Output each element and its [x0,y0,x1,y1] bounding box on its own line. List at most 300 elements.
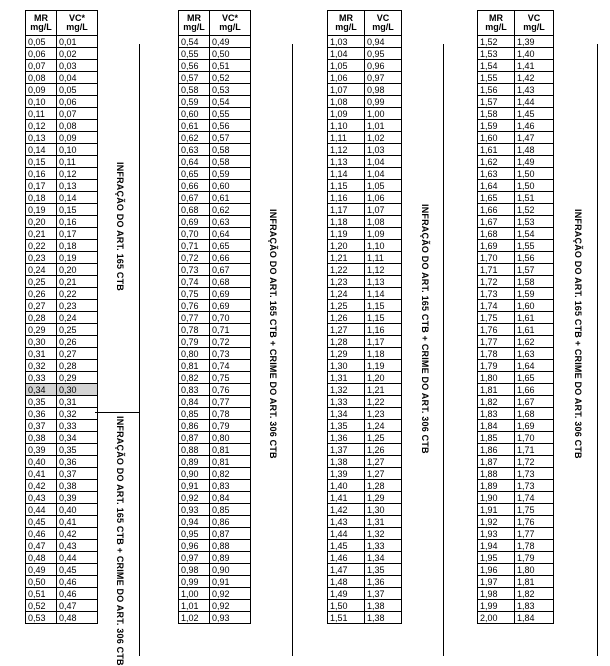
mr-value: 0,90 [179,468,210,480]
mr-value: 1,66 [478,204,515,216]
mr-value: 1,70 [478,252,515,264]
mr-value: 0,85 [179,408,210,420]
vc-value: 1,55 [515,240,554,252]
mr-value: 1,68 [478,228,515,240]
table-row [26,552,98,564]
table-row [478,120,554,132]
vc-value: 1,56 [515,252,554,264]
vc-value: 0,64 [210,228,251,240]
mr-value: 1,07 [328,84,365,96]
table-row [26,228,98,240]
mr-value: 1,67 [478,216,515,228]
table-row [179,600,251,612]
vc-value: 0,99 [365,96,402,108]
table-row [179,288,251,300]
table-row [478,360,554,372]
table-row [328,348,402,360]
mr-value: 0,29 [26,324,57,336]
vc-value: 0,71 [210,324,251,336]
vc-value: 1,71 [515,444,554,456]
table-row [26,504,98,516]
mr-value: 1,83 [478,408,515,420]
vc-value: 0,12 [57,168,98,180]
vc-value: 1,81 [515,576,554,588]
mr-value: 0,33 [26,372,57,384]
table-row [478,36,554,48]
table-row [328,240,402,252]
mr-value: 1,04 [328,48,365,60]
table-row [26,60,98,72]
vc-value: 1,49 [515,156,554,168]
mr-value: 0,68 [179,204,210,216]
mr-value: 0,91 [179,480,210,492]
mr-value: 1,24 [328,288,365,300]
mr-value: 1,14 [328,168,365,180]
vc-value: 1,83 [515,600,554,612]
vc-value: 0,67 [210,264,251,276]
table-row [478,72,554,84]
vc-value: 1,64 [515,360,554,372]
mr-value: 1,61 [478,144,515,156]
vc-value: 0,88 [210,540,251,552]
vc-value: 0,35 [57,444,98,456]
table-row [26,444,98,456]
mr-value: 0,60 [179,108,210,120]
vc-value: 0,44 [57,552,98,564]
table-row [26,264,98,276]
mr-value: 1,15 [328,180,365,192]
mr-value: 0,78 [179,324,210,336]
table-row [478,240,554,252]
vc-value: 0,74 [210,360,251,372]
table-panel-4 [477,10,583,624]
mr-value: 0,69 [179,216,210,228]
mr-value: 0,44 [26,504,57,516]
mr-value: 0,86 [179,420,210,432]
mr-value: 0,09 [26,84,57,96]
vc-value: 0,05 [57,84,98,96]
vc-value: 0,86 [210,516,251,528]
vc-value: 0,80 [210,432,251,444]
mr-value: 0,35 [26,396,57,408]
vc-value: 1,37 [365,588,402,600]
mr-value: 1,22 [328,264,365,276]
table-row [478,504,554,516]
mr-value: 1,29 [328,348,365,360]
table-row [179,468,251,480]
mr-value: 1,84 [478,420,515,432]
table-row [26,336,98,348]
vc-value: 1,31 [365,516,402,528]
table-row [26,480,98,492]
table-row [328,216,402,228]
mr-value: 1,69 [478,240,515,252]
mr-value: 1,48 [328,576,365,588]
vc-value: 0,91 [210,576,251,588]
mr-value: 0,23 [26,252,57,264]
mr-value: 0,21 [26,228,57,240]
vc-value: 1,52 [515,204,554,216]
vc-value: 0,02 [57,48,98,60]
vc-header: VC mg/L [365,11,402,36]
table-row [26,72,98,84]
vc-value: 0,81 [210,444,251,456]
table-row [26,192,98,204]
mr-value: 0,26 [26,288,57,300]
vc-value: 1,53 [515,216,554,228]
mr-value: 0,47 [26,540,57,552]
vc-value: 1,14 [365,288,402,300]
mr-value: 1,71 [478,264,515,276]
table-row [328,84,402,96]
mr-value: 0,89 [179,456,210,468]
vc-value: 0,27 [57,348,98,360]
mr-value: 1,27 [328,324,365,336]
mr-value: 0,39 [26,444,57,456]
vc-value: 0,21 [57,276,98,288]
vc-value: 0,34 [57,432,98,444]
table-row [478,324,554,336]
vc-value: 1,29 [365,492,402,504]
vc-value: 0,81 [210,456,251,468]
vc-value: 0,11 [57,156,98,168]
table-row [26,36,98,48]
table-row [179,540,251,552]
table-row [26,204,98,216]
vc-value: 1,23 [365,408,402,420]
table-row [179,276,251,288]
vc-value: 0,72 [210,336,251,348]
vc-value: 1,51 [515,192,554,204]
mr-value: 0,53 [26,612,57,624]
table-row [179,504,251,516]
vc-value: 1,12 [365,264,402,276]
table-row [328,384,402,396]
table-row [179,300,251,312]
mr-value: 0,30 [26,336,57,348]
table-row [328,276,402,288]
vc-value: 0,37 [57,468,98,480]
mr-value: 0,56 [179,60,210,72]
table-row [328,48,402,60]
mr-value: 0,46 [26,528,57,540]
vc-value: 0,65 [210,240,251,252]
mr-value: 0,65 [179,168,210,180]
vc-value: 0,19 [57,252,98,264]
mr-value: 1,90 [478,492,515,504]
vc-value: 1,26 [365,444,402,456]
vc-value: 1,08 [365,216,402,228]
mr-value: 0,15 [26,156,57,168]
vc-value: 1,73 [515,468,554,480]
vc-value: 0,01 [57,36,98,48]
vc-value: 1,02 [365,132,402,144]
mr-value: 0,52 [26,600,57,612]
mr-value: 0,25 [26,276,57,288]
vc-value: 1,03 [365,144,402,156]
mr-value: 0,55 [179,48,210,60]
mr-value: 1,60 [478,132,515,144]
table-row [179,132,251,144]
mr-value: 1,63 [478,168,515,180]
table-row [478,264,554,276]
mr-value: 1,32 [328,384,365,396]
mr-value: 1,74 [478,300,515,312]
mr-value: 0,92 [179,492,210,504]
vc-value: 0,42 [57,528,98,540]
table-row [26,576,98,588]
table-row [478,612,554,624]
infraction-label-art165-crime306: INFRAÇÃO DO ART. 165 CTB + CRIME DO ART. 306 CTB [268,209,278,459]
vc-value: 1,73 [515,480,554,492]
table-row [328,528,402,540]
table-row [478,348,554,360]
vc-value: 1,82 [515,588,554,600]
mr-value: 0,84 [179,396,210,408]
table-row [328,96,402,108]
mr-value: 0,48 [26,552,57,564]
vc-value: 0,40 [57,504,98,516]
mr-value: 1,62 [478,156,515,168]
table-row [26,84,98,96]
mr-value: 1,94 [478,540,515,552]
mr-value: 0,98 [179,564,210,576]
mr-value: 0,66 [179,180,210,192]
table-row [26,180,98,192]
mr-value: 1,96 [478,564,515,576]
vc-value: 1,11 [365,252,402,264]
mr-value: 1,93 [478,528,515,540]
table-row [328,432,402,444]
table-row [179,144,251,156]
mr-value: 1,28 [328,336,365,348]
mr-value: 1,47 [328,564,365,576]
vc-value: 1,01 [365,120,402,132]
mr-value: 1,38 [328,456,365,468]
mr-value: 1,91 [478,504,515,516]
mr-value: 0,79 [179,336,210,348]
vc-value: 0,98 [365,84,402,96]
mr-value: 0,16 [26,168,57,180]
table-row [478,192,554,204]
table-row [179,72,251,84]
table-row [179,516,251,528]
mr-value: 1,82 [478,396,515,408]
vc-value: 0,92 [210,600,251,612]
table-row [26,360,98,372]
mr-value: 1,19 [328,228,365,240]
vc-value: 0,39 [57,492,98,504]
vc-value: 0,24 [57,312,98,324]
vc-value: 1,39 [515,36,554,48]
vc-value: 1,54 [515,228,554,240]
vc-value: 1,07 [365,204,402,216]
vc-value: 1,18 [365,348,402,360]
vc-value: 1,44 [515,96,554,108]
conversion-table-4 [477,10,554,624]
table-row [478,336,554,348]
table-row [328,480,402,492]
table-row [328,420,402,432]
mr-value: 0,18 [26,192,57,204]
mr-value: 1,43 [328,516,365,528]
mr-value: 1,16 [328,192,365,204]
table-row [328,36,402,48]
infraction-side-box-4 [553,44,598,656]
vc-value: 0,75 [210,372,251,384]
mr-value: 0,27 [26,300,57,312]
mr-value: 1,18 [328,216,365,228]
vc-value: 1,09 [365,228,402,240]
mr-value: 0,05 [26,36,57,48]
table-row [478,408,554,420]
vc-value: 1,13 [365,276,402,288]
table-row [328,264,402,276]
vc-value: 1,41 [515,60,554,72]
vc-value: 0,89 [210,552,251,564]
mr-value: 0,08 [26,72,57,84]
mr-value: 1,36 [328,432,365,444]
infraction-side-box-1 [95,44,140,666]
vc-value: 1,32 [365,528,402,540]
table-row [478,156,554,168]
mr-value: 1,49 [328,588,365,600]
vc-value: 0,84 [210,492,251,504]
table-row [26,396,98,408]
vc-value: 1,27 [365,468,402,480]
table-row [179,48,251,60]
vc-value: 0,59 [210,168,251,180]
table-row [328,108,402,120]
table-row [179,564,251,576]
mr-value: 1,31 [328,372,365,384]
mr-value: 0,19 [26,204,57,216]
table-row [328,180,402,192]
mr-value: 1,11 [328,132,365,144]
vc-value: 0,20 [57,264,98,276]
vc-value: 1,15 [365,312,402,324]
mr-value: 1,65 [478,192,515,204]
vc-value: 0,16 [57,216,98,228]
vc-value: 0,62 [210,204,251,216]
table-row [478,288,554,300]
table-row [478,168,554,180]
vc-value: 0,09 [57,132,98,144]
mr-value: 1,34 [328,408,365,420]
vc-header: VC* mg/L [210,11,251,36]
mr-value: 0,80 [179,348,210,360]
table-row [179,240,251,252]
mr-value: 1,03 [328,36,365,48]
mr-value: 0,73 [179,264,210,276]
mr-value: 1,39 [328,468,365,480]
infraction-side-box-3 [401,44,444,656]
vc-value: 0,60 [210,180,251,192]
table-row [328,396,402,408]
table-row [179,396,251,408]
table-row [478,468,554,480]
vc-value: 0,77 [210,396,251,408]
table-row [179,552,251,564]
vc-value: 0,06 [57,96,98,108]
mr-value: 1,30 [328,360,365,372]
table-row [179,36,251,48]
vc-value: 1,38 [365,612,402,624]
mr-value: 0,81 [179,360,210,372]
vc-value: 0,48 [57,612,98,624]
table-panel-2 [178,10,278,624]
mr-value: 1,97 [478,576,515,588]
table-row [478,204,554,216]
table-row [26,420,98,432]
mr-value: 1,13 [328,156,365,168]
table-row [478,312,554,324]
table-row [26,600,98,612]
mr-header: MR mg/L [328,11,365,36]
table-row [26,348,98,360]
vc-value: 1,76 [515,516,554,528]
vc-value: 0,93 [210,612,251,624]
vc-value: 0,31 [57,396,98,408]
vc-value: 1,15 [365,300,402,312]
vc-value: 0,46 [57,588,98,600]
mr-value: 1,88 [478,468,515,480]
table-row [26,288,98,300]
vc-value: 0,95 [365,48,402,60]
vc-value: 0,08 [57,120,98,132]
vc-value: 1,58 [515,276,554,288]
mr-value: 0,64 [179,156,210,168]
table-row [26,48,98,60]
mr-value: 0,12 [26,120,57,132]
table-row [179,492,251,504]
vc-value: 1,28 [365,480,402,492]
vc-value: 0,33 [57,420,98,432]
vc-header: VC* mg/L [57,11,98,36]
table-row [179,228,251,240]
table-row [26,516,98,528]
mr-value: 1,89 [478,480,515,492]
vc-value: 0,53 [210,84,251,96]
mr-value: 1,42 [328,504,365,516]
vc-value: 1,45 [515,108,554,120]
vc-header: VC mg/L [515,11,554,36]
mr-value: 1,10 [328,120,365,132]
mr-value: 0,76 [179,300,210,312]
table-row [478,456,554,468]
mr-value: 0,59 [179,96,210,108]
vc-value: 1,19 [365,360,402,372]
table-row [328,564,402,576]
mr-header: MR mg/L [179,11,210,36]
vc-value: 1,80 [515,564,554,576]
vc-value: 1,21 [365,384,402,396]
vc-value: 1,68 [515,408,554,420]
mr-value: 0,42 [26,480,57,492]
vc-value: 1,62 [515,336,554,348]
mr-value: 0,70 [179,228,210,240]
vc-value: 1,10 [365,240,402,252]
mr-value: 1,56 [478,84,515,96]
mr-value: 0,31 [26,348,57,360]
mr-value: 0,10 [26,96,57,108]
table-row [328,132,402,144]
mr-value: 1,05 [328,60,365,72]
mr-value: 1,81 [478,384,515,396]
mr-value: 2,00 [478,612,515,624]
table-row [478,132,554,144]
vc-value: 1,05 [365,180,402,192]
